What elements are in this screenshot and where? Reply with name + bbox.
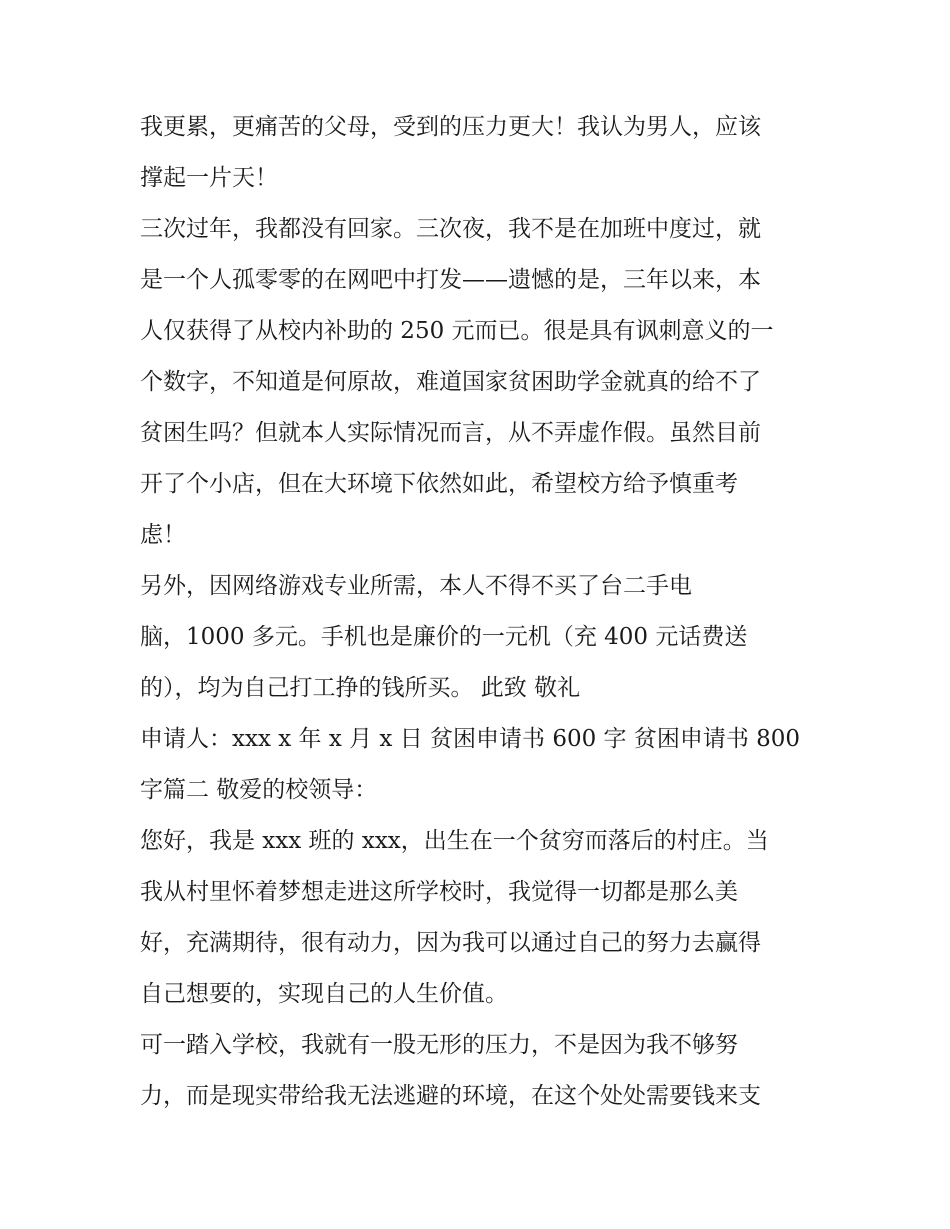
text-line: 撑起一片天！ — [140, 165, 278, 191]
text-line: 虑！ — [140, 522, 186, 548]
document-body — [140, 102, 820, 1122]
text-line: 您好，我是 xxx 班的 xxx，出生在一个贫穷而落后的村庄。当 — [140, 828, 769, 854]
text-line: 字篇二 敬爱的校领导： — [140, 777, 378, 803]
text-line: 是一个人孤零零的在网吧中打发——遗憾的是，三年以来，本 — [140, 267, 761, 293]
text-line: 开了个小店，但在大环境下依然如此，希望校方给予慎重考 — [140, 471, 738, 497]
text-line: 的），均为自己打工挣的钱所买。 此致 敬礼 — [140, 675, 581, 701]
text-line: 三次过年，我都没有回家。三次夜，我不是在加班中度过，就 — [140, 216, 761, 242]
text-line: 可一踏入学校，我就有一股无形的压力，不是因为我不够努 — [140, 1032, 738, 1058]
text-line: 好，充满期待，很有动力，因为我可以通过自己的努力去赢得 — [140, 930, 761, 956]
text-line: 我更累，更痛苦的父母，受到的压力更大！我认为男人，应该 — [140, 114, 761, 140]
text-line: 贫困生吗？但就本人实际情况而言，从不弄虚作假。虽然目前 — [140, 420, 761, 446]
text-line: 力，而是现实带给我无法逃避的环境，在这个处处需要钱来支 — [140, 1083, 761, 1109]
text-line: 人仅获得了从校内补助的 250 元而已。很是具有讽刺意义的一 — [140, 318, 774, 344]
text-line: 申请人：xxx x 年 x 月 x 日 贫困申请书 600 字 贫困申请书 800 — [140, 726, 801, 752]
text-line: 脑，1000 多元。手机也是廉价的一元机（充 400 元话费送 — [140, 624, 748, 650]
text-line: 我从村里怀着梦想走进这所学校时，我觉得一切都是那么美 — [140, 879, 738, 905]
text-line: 个数字，不知道是何原故，难道国家贫困助学金就真的给不了 — [140, 369, 761, 395]
text-line: 自己想要的，实现自己的人生价值。 — [140, 981, 508, 1007]
text-line: 另外，因网络游戏专业所需，本人不得不买了台二手电 — [140, 573, 692, 599]
